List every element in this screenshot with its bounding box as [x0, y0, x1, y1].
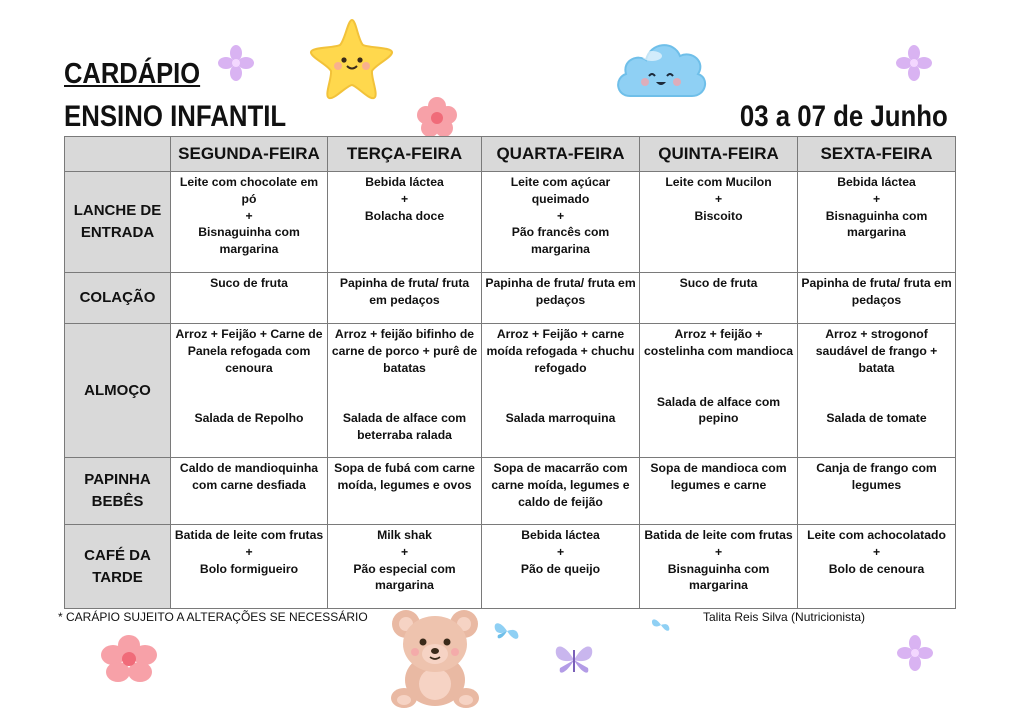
dish-text: Milk shak — [377, 528, 432, 542]
dish-text: Pão de queijo — [520, 561, 601, 576]
menu-cell: Suco de fruta — [171, 273, 328, 324]
dish-text: Leite com chocolate em pó — [179, 175, 319, 206]
dish-text: Pão francês com margarina — [511, 225, 610, 257]
menu-cell: Sopa de mandioca com legumes e carne — [640, 458, 798, 525]
menu-cell — [171, 172, 328, 273]
butterfly-icon — [492, 618, 522, 644]
cloud-face-icon — [612, 34, 710, 104]
meal-label: CAFÉ DA TARDE — [65, 525, 171, 609]
day-header-monday: SEGUNDA-FEIRA — [171, 137, 328, 172]
dish-text: Bolo de cenoura — [828, 561, 925, 576]
flower-icon — [98, 634, 160, 684]
plus-sign: + — [872, 544, 881, 559]
dish-text: Arroz + Feijão + Carne de Panela refogada com cenoura — [175, 327, 323, 375]
plus-sign: + — [245, 544, 253, 559]
dish-text: Bisnaguinha com margarina — [825, 208, 928, 240]
flower-icon — [896, 635, 934, 671]
dish-text: Bisnaguinha com margarina — [198, 225, 300, 257]
day-header-friday: SEXTA-FEIRA — [798, 137, 956, 172]
dish-text: Leite com achocolatado — [807, 528, 946, 542]
star-face-icon — [309, 16, 395, 100]
salad-text: Salada marroquina — [505, 411, 616, 426]
menu-cell — [171, 324, 328, 458]
dish-text: Biscoito — [694, 208, 743, 223]
menu-cell — [798, 324, 956, 458]
menu-cell — [171, 525, 328, 609]
meal-row-colacao — [65, 273, 956, 324]
menu-cell — [328, 172, 482, 273]
butterfly-icon — [650, 615, 672, 635]
dish-text: Leite com Mucilon — [665, 175, 772, 189]
salad-text: Salada de Repolho — [194, 411, 304, 426]
dish-text: Bebida láctea — [365, 175, 444, 189]
menu-subtitle: ENSINO INFANTIL — [64, 100, 287, 133]
menu-cell — [482, 525, 640, 609]
menu-table — [64, 136, 956, 609]
menu-cell — [640, 525, 798, 609]
meal-row-morning-snack — [65, 172, 956, 273]
menu-cell — [798, 172, 956, 273]
menu-cell — [640, 324, 798, 458]
corner-cell — [65, 137, 171, 172]
dish-text: Bisnaguinha com margarina — [667, 561, 770, 593]
menu-cell — [328, 525, 482, 609]
teddy-bear-icon — [386, 606, 484, 710]
butterfly-icon — [552, 640, 596, 680]
dish-text: Arroz + strogonof saudável de frango + batata — [815, 327, 938, 375]
dish-text: Batida de leite com frutas — [174, 528, 324, 542]
plus-sign: + — [556, 208, 565, 223]
flower-icon — [896, 45, 932, 81]
day-header-wednesday: QUARTA-FEIRA — [482, 137, 640, 172]
meal-label: COLAÇÃO — [65, 273, 171, 324]
plus-sign: + — [245, 208, 253, 223]
plus-sign: + — [556, 544, 565, 559]
flower-icon — [415, 96, 459, 138]
meal-row-baby-food — [65, 458, 956, 525]
date-range: 03 a 07 de Junho — [740, 100, 948, 133]
day-header-row — [65, 137, 956, 172]
dish-text: Batida de leite com frutas — [644, 528, 793, 542]
dish-text: Bolacha doce — [364, 208, 445, 223]
dish-text: Pão especial com margarina — [353, 561, 456, 593]
salad-text: Salada de tomate — [826, 411, 927, 426]
plus-sign: + — [400, 544, 409, 559]
menu-cell — [798, 525, 956, 609]
menu-cell: Caldo de mandioquinha com carne desfiada — [171, 458, 328, 525]
dish-text: Arroz + feijão bifinho de carne de porco + purê de batatas — [331, 327, 478, 375]
menu-cell: Canja de frango com legumes — [798, 458, 956, 525]
menu-cell: Suco de fruta — [640, 273, 798, 324]
dish-text: Arroz + feijão + costelinha com mandioca — [644, 327, 793, 358]
nutritionist-signature: Talita Reis Silva (Nutricionista) — [703, 610, 866, 624]
salad-text: Salada de alface com pepino — [656, 394, 781, 426]
meal-row-lunch — [65, 324, 956, 458]
disclaimer-note: * CARÁPIO SUJEITO A ALTERAÇÕES SE NECESSÁRIO — [58, 610, 368, 624]
menu-cell: Papinha de fruta/ fruta em pedaços — [798, 273, 956, 324]
day-header-tuesday: TERÇA-FEIRA — [328, 137, 482, 172]
day-header-thursday: QUINTA-FEIRA — [640, 137, 798, 172]
plus-sign: + — [400, 191, 409, 206]
flower-icon — [218, 45, 254, 81]
plus-sign: + — [714, 544, 723, 559]
dish-text: Bebida láctea — [837, 175, 916, 189]
menu-cell: Sopa de macarrão com carne moída, legumes e caldo de feijão — [482, 458, 640, 525]
dish-text: Bebida láctea — [521, 528, 600, 542]
menu-cell: Sopa de fubá com carne moída, legumes e ovos — [328, 458, 482, 525]
dish-text: Bolo formigueiro — [199, 561, 299, 576]
plus-sign: + — [872, 191, 881, 206]
menu-cell — [328, 324, 482, 458]
menu-cell: Papinha de fruta/ fruta em pedaços — [482, 273, 640, 324]
dish-text: Leite com açúcar queimado — [510, 175, 611, 206]
menu-cell — [640, 172, 798, 273]
meal-row-afternoon-snack — [65, 525, 956, 609]
menu-cell — [482, 324, 640, 458]
menu-cell — [482, 172, 640, 273]
meal-label: LANCHE DE ENTRADA — [65, 172, 171, 273]
menu-title: CARDÁPIO — [64, 58, 201, 90]
meal-label: ALMOÇO — [65, 324, 171, 458]
meal-label: PAPINHA BEBÊS — [65, 458, 171, 525]
dish-text: Arroz + Feijão + carne moída refogada + chuchu refogado — [486, 327, 635, 375]
plus-sign: + — [714, 191, 723, 206]
salad-text: Salada de alface com beterraba ralada — [342, 411, 467, 443]
menu-cell: Papinha de fruta/ fruta em pedaços — [328, 273, 482, 324]
